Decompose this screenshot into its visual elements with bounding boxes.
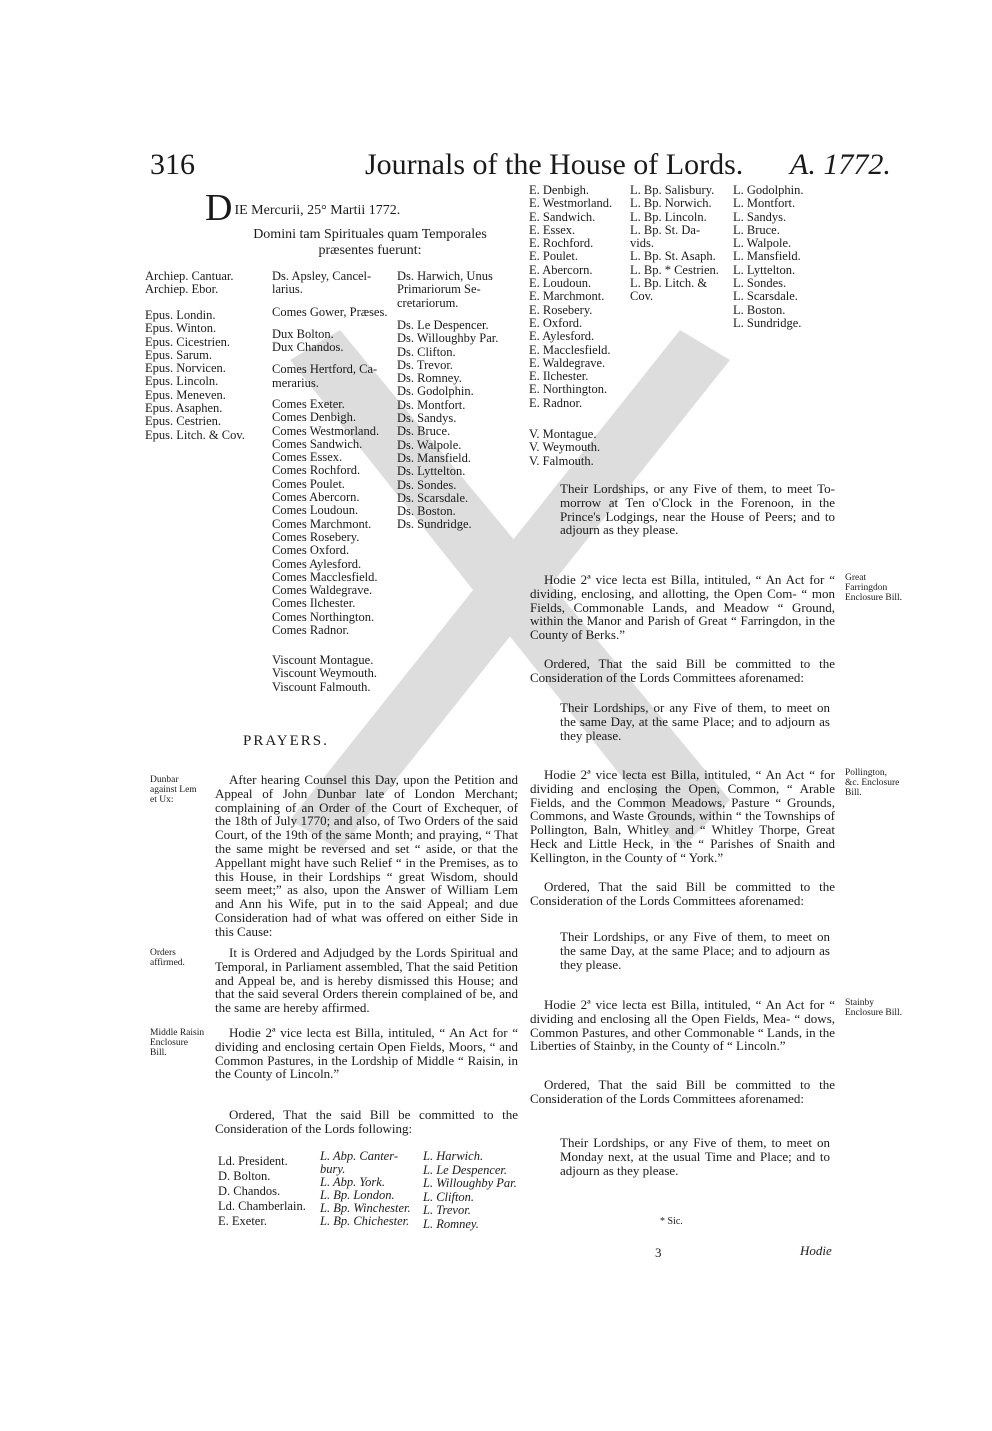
earl-entry: E. Abercorn. [529, 262, 593, 277]
footnote: * Sic. [660, 1216, 683, 1227]
bishops-list [145, 309, 245, 442]
earl-entry: E. Northington. [529, 382, 608, 397]
officer-entry: Comes Gower, Præses. [272, 304, 388, 319]
viscount-entry: Viscount Montague. [272, 653, 374, 667]
earl-entry: E. Rochford. [529, 236, 594, 251]
barons-head [397, 270, 493, 310]
viscount-entry: V. Montague. [529, 427, 597, 441]
lord-entry: L. Montfort. [733, 196, 796, 211]
bishop-entry: L. Bp. Lincoln. [630, 209, 707, 224]
baron-entry: Ds. Walpole. [397, 437, 462, 452]
pollington-meet: Their Lordships, or any Five of them, to meet on the same Day, at the same Place; and to adjourn as they please. [560, 929, 830, 972]
viscount-entry: Viscount Falmouth. [272, 679, 371, 694]
comes-entry: Comes Rosebery. [272, 529, 360, 544]
pollington-bill: Hodie 2ª vice lecta est Billa, intituled, “ An Act “ for dividing and enclosing the Open, Common, “ Arable Fields, and the Common Meadows, Pasture “ Grounds, Commons, and Waste Grounds, within “ the Townships of Pollington, Baln, Whitley and “ Whitley Thorpe, Great Heck and Little Heck, in the “ Parishes of Snaith and Kellington, in the County of “ York.” [530, 767, 835, 865]
lord-entry: L. Sandys. [733, 209, 787, 224]
committee-col-2 [320, 1150, 411, 1228]
comes-entry: Comes Waldegrave. [272, 583, 373, 598]
lord-entry: L. Mansfield. [733, 249, 801, 264]
earl-entry: E. Marchmont. [529, 289, 605, 304]
committee-member: L. Bp. London. [320, 1188, 395, 1202]
baron-entry: Ds. Mansfield. [397, 450, 471, 465]
bishop-entry: Epus. Cicestrien. [145, 334, 231, 349]
committee-col-3 [423, 1150, 517, 1231]
bishop-entry: Epus. Litch. & Cov. [145, 427, 245, 442]
baron-entry: Ds. Sandys. [397, 411, 457, 426]
committee-member: E. Exeter. [218, 1214, 267, 1228]
baron-entry: Ds. Sundridge. [397, 517, 472, 532]
comes-entry: Comes Sandwich. [272, 436, 363, 451]
bishop-entry: Epus. Meneven. [145, 387, 226, 402]
committee-member: L. Abp. York. [320, 1175, 385, 1189]
baron-entry: Ds. Montfort. [397, 397, 466, 412]
comites-list [272, 398, 379, 637]
officers-list [272, 270, 387, 390]
committee-col-1 [218, 1154, 306, 1229]
baron-entry: Ds. Boston. [397, 504, 456, 519]
bishop-entry: L. Bp. St. Da- [630, 222, 701, 237]
viscounts-list [272, 654, 377, 694]
bishop-entry: L. Bp. * Cestrien. [630, 262, 719, 277]
right-bishops-list [630, 184, 719, 304]
baron-entry: Ds. Lyttelton. [397, 464, 466, 479]
earl-entry: E. Loudoun. [529, 276, 592, 291]
earl-entry: E. Radnor. [529, 395, 583, 410]
stainby-bill: Hodie 2ª vice lecta est Billa, intituled, “ An Act for “ dividing and enclosing all the Open Fields, Mea- “ dows, Common Pastures, and other Commonable “ Lands, in the Liberties of Stainby, in the County of “ Lincoln.” [530, 997, 835, 1054]
great-farringdon-bill: Hodie 2ª vice lecta est Billa, intituled, “ An Act for “ dividing, enclosing, and allotting, the Open Com- “ mon Fields, Commonable Lands, and Meadow “ Ground, within the Manor and Parish of Great “ Farringdon, in the County of Berks.” [530, 572, 835, 643]
bishop-entry: Cov. [630, 289, 654, 304]
prayers-heading: PRAYERS. [243, 733, 329, 749]
archbishop-entry: Archiep. Cantuar. [145, 269, 234, 283]
lord-entry: L. Walpole. [733, 236, 792, 251]
committee-member: L. Trevor. [423, 1203, 471, 1217]
baron-entry: Ds. Clifton. [397, 344, 456, 359]
comes-entry: Comes Northington. [272, 609, 375, 624]
baron-entry: Ds. Sondes. [397, 477, 457, 492]
catchword: Hodie [800, 1243, 832, 1258]
margin-pollington: Pollington, &c. Enclosure Bill. [845, 768, 900, 798]
stainby-ordered: Ordered, That the said Bill be committed to the Consideration of the Lords Committees aforenamed: [530, 1077, 835, 1106]
committee-member: bury. [320, 1162, 346, 1176]
margin-orders-affirmed: Orders affirmed. [150, 948, 185, 968]
barons-list [397, 319, 498, 532]
comes-entry: Comes Macclesfield. [272, 569, 378, 584]
bishop-entry: L. Bp. Litch. & [630, 276, 708, 291]
baron-entry: Ds. Trevor. [397, 357, 453, 372]
committee-member: L. Romney. [423, 1216, 479, 1231]
viscount-entry: V. Weymouth. [529, 440, 601, 455]
committee-member: L. Harwich. [423, 1149, 484, 1163]
lord-entry: L. Sundridge. [733, 315, 802, 330]
comes-entry: Comes Loudoun. [272, 503, 359, 518]
baron-head-line: Primariorum Se- [397, 282, 481, 297]
baron-entry: Ds. Scarsdale. [397, 490, 469, 505]
officer-entry: Dux Bolton. [272, 326, 334, 341]
dateline-text: IE Mercurii, 25° Martii 1772. [234, 203, 401, 218]
baron-entry: Ds. Godolphin. [397, 384, 474, 399]
baron-head-line: cretariorum. [397, 295, 459, 310]
page-number: 316 [150, 148, 195, 181]
committee-member: D. Bolton. [218, 1169, 271, 1183]
bishop-entry: Epus. Norvicen. [145, 361, 226, 376]
comes-entry: Comes Marchmont. [272, 516, 372, 531]
right-meet-1: Their Lordships, or any Five of them, to meet To-morrow at Ten o'Clock in the Forenoon, in the Prince's Lodgings, near the House of Peers; and to adjourn as they please. [560, 481, 835, 538]
comes-entry: Comes Aylesford. [272, 556, 362, 571]
stainby-meet: Their Lordships, or any Five of them, to meet on Monday next, at the usual Time and Place; and to adjourn as they please. [560, 1135, 830, 1178]
officer-entry: Dux Chandos. [272, 340, 344, 355]
committee-member: L. Willoughby Par. [423, 1176, 517, 1190]
comes-entry: Comes Oxford. [272, 543, 350, 558]
page-title: Journals of the House of Lords. [365, 148, 744, 181]
earl-entry: E. Macclesfield. [529, 342, 611, 357]
baron-entry: Ds. Willoughby Par. [397, 331, 499, 346]
earl-entry: E. Poulet. [529, 249, 578, 264]
margin-stainby: Stainby Enclosure Bill. [845, 998, 902, 1018]
comes-entry: Comes Essex. [272, 450, 343, 465]
bishop-entry: L. Bp. St. Asaph. [630, 249, 716, 264]
earl-entry: E. Essex. [529, 222, 576, 237]
margin-great-farringdon: Great Farringdon Enclosure Bill. [845, 573, 902, 603]
signature-mark: 3 [655, 1245, 662, 1260]
comes-entry: Comes Abercorn. [272, 490, 360, 505]
comes-entry: Comes Denbigh. [272, 410, 357, 425]
committee-member: L. Bp. Winchester. [320, 1201, 411, 1215]
bishop-entry: Epus. Winton. [145, 321, 217, 336]
lord-entry: L. Scarsdale. [733, 289, 798, 304]
comes-entry: Comes Ilchester. [272, 596, 356, 611]
pollington-ordered: Ordered, That the said Bill be committed to the Consideration of the Lords Committees aforenamed: [530, 879, 835, 908]
committee-member: L. Clifton. [423, 1189, 475, 1204]
committee-member: Ld. President. [218, 1154, 288, 1168]
bishop-entry: Epus. Cestrien. [145, 414, 222, 429]
officer-entry: Ds. Apsley, Cancel- [272, 269, 372, 283]
viscount-entry: Viscount Weymouth. [272, 666, 377, 681]
earl-entry: E. Waldegrave. [529, 355, 606, 370]
right-lords-list [733, 184, 803, 330]
comes-entry: Comes Westmorland. [272, 423, 380, 438]
middle-raisin-bill: Hodie 2ª vice lecta est Billa, intituled, “ An Act for “ dividing and enclosing certain Open Fields, Moors, “ and Common Pastures, in the Lordship of Middle “ Raisin, in the County of Lincoln.” [215, 1025, 518, 1082]
lord-entry: L. Boston. [733, 302, 786, 317]
viscount-entry: V. Falmouth. [529, 453, 594, 468]
baron-entry: Ds. Le Despencer. [397, 318, 489, 332]
baron-head-line: Ds. Harwich, Unus [397, 269, 493, 283]
great-farringdon-meet: Their Lordships, or any Five of them, to meet on the same Day, at the same Place; and to adjourn as they please. [560, 700, 830, 743]
committee-member: L. Bp. Chichester. [320, 1214, 410, 1228]
bishop-entry: vids. [630, 236, 654, 251]
archbishop-entry: Archiep. Ebor. [145, 282, 219, 297]
committee-member: D. Chandos. [218, 1184, 281, 1198]
bishop-entry: Epus. Lincoln. [145, 374, 219, 389]
officer-entry: merarius. [272, 375, 319, 390]
comes-entry: Comes Poulet. [272, 476, 345, 491]
right-earls-list [529, 184, 612, 410]
right-viscounts-list [529, 428, 600, 468]
middle-raisin-ordered: Ordered, That the said Bill be committed to the Consideration of the Lords following: [215, 1107, 518, 1136]
dunbar-appeal: After hearing Counsel this Day, upon the Petition and Appeal of John Dunbar late of London Merchant; complaining of an Order of the Court of Exchequer, of the 18th of July 1770; and also, of Two Orders of the said Court, of the 19th of the same Month; and praying, “ That the same might be reversed and set “ aside, or that the Appellant might have such Relief “ in the Premises, as to this House, in their Lordships “ great Wisdom, should seem meet;” as also, upon the Answer of William Lem and Ann his Wife, put in to the said Appeal; and due Consideration had of what was offered on either Side in this Cause: [215, 772, 518, 939]
bishop-entry: L. Bp. Salisbury. [630, 183, 715, 197]
officer-entry: Comes Hertford, Ca- [272, 362, 378, 377]
comes-entry: Comes Exeter. [272, 397, 345, 411]
committee-member: L. Le Despencer. [423, 1162, 508, 1177]
bishop-entry: Epus. Londin. [145, 308, 216, 322]
officer-entry: larius. [272, 282, 303, 297]
margin-middle-raisin: Middle Raisin Enclosure Bill. [150, 1028, 205, 1058]
committee-member: L. Abp. Canter- [320, 1149, 398, 1163]
archbishops-list [145, 270, 234, 297]
earl-entry: E. Sandwich. [529, 209, 596, 224]
earl-entry: E. Ilchester. [529, 369, 589, 384]
bishop-entry: Epus. Sarum. [145, 347, 213, 362]
lord-entry: L. Sondes. [733, 276, 787, 291]
baron-entry: Ds. Romney. [397, 371, 462, 386]
drop-cap: D [205, 187, 233, 229]
earl-entry: E. Rosebery. [529, 302, 593, 317]
committee-member: Ld. Chamberlain. [218, 1199, 306, 1213]
lord-entry: L. Godolphin. [733, 183, 804, 197]
dateline [205, 186, 400, 230]
lord-entry: L. Lyttelton. [733, 262, 796, 277]
earl-entry: E. Aylesford. [529, 329, 595, 344]
bishop-entry: Epus. Asaphen. [145, 401, 223, 416]
comes-entry: Comes Rochford. [272, 463, 361, 478]
orders-affirmed: It is Ordered and Adjudged by the Lords Spiritual and Temporal, in Parliament assembled, That the said Petition and Appeal be, and is hereby dismissed this House; and that the said several Orders therein complained of be, and the same are hereby affirmed. [215, 945, 518, 1016]
earl-entry: E. Oxford. [529, 315, 583, 330]
baron-entry: Ds. Bruce. [397, 424, 451, 439]
earl-entry: E. Denbigh. [529, 183, 590, 197]
margin-dunbar: Dunbar against Lem et Ux: [150, 775, 197, 805]
great-farringdon-ordered: Ordered, That the said Bill be committed to the Consideration of the Lords Committees aforenamed: [530, 656, 835, 685]
present-heading: Domini tam Spirituales quam Temporales præsentes fuerunt: [253, 227, 487, 258]
page-year: A. 1772. [790, 148, 891, 181]
bishop-entry: L. Bp. Norwich. [630, 196, 712, 211]
earl-entry: E. Westmorland. [529, 196, 613, 211]
comes-entry: Comes Radnor. [272, 623, 350, 638]
lord-entry: L. Bruce. [733, 222, 780, 237]
